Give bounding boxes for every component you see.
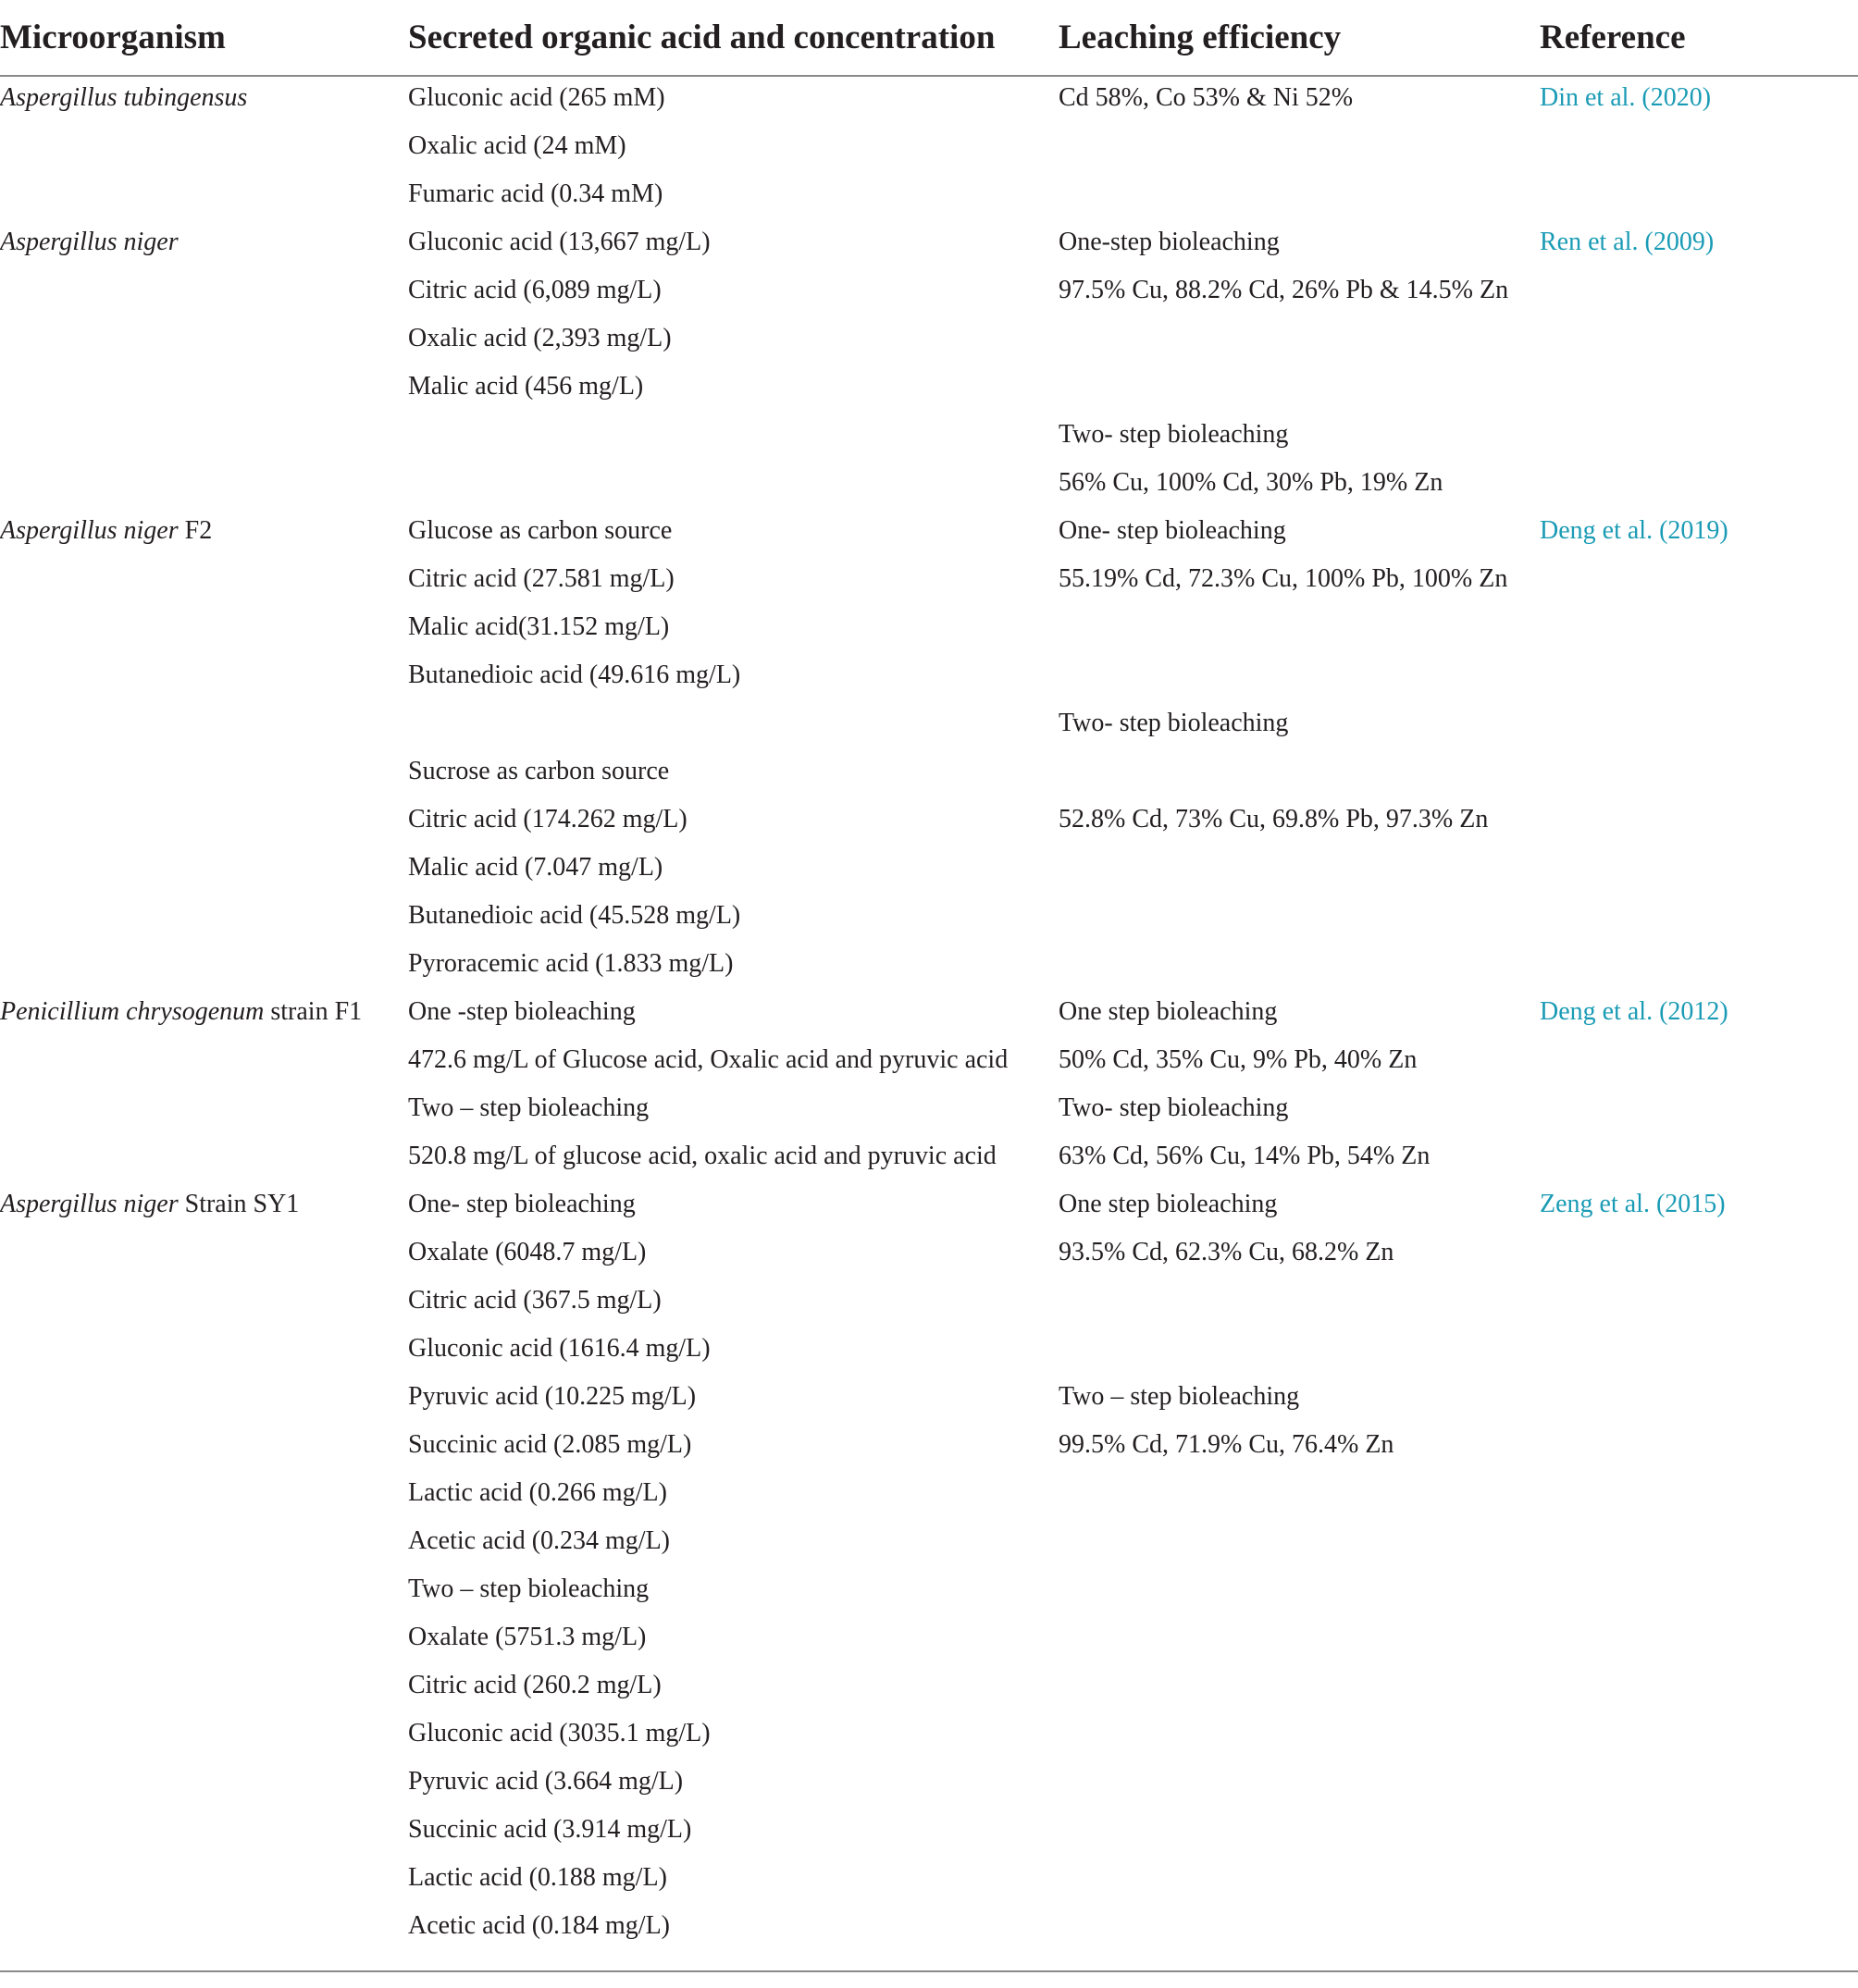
acid-line: Two – step bioleaching	[408, 1574, 650, 1603]
efficiency-line: 63% Cd, 56% Cu, 14% Pb, 54% Zn	[1059, 1142, 1431, 1170]
efficiency-line: Two- step bioleaching	[1059, 420, 1289, 449]
header-reference: Reference	[1540, 19, 1686, 56]
organism-name: Aspergillus niger	[0, 516, 179, 545]
efficiency-line: One-step bioleaching	[1059, 228, 1280, 256]
efficiency-line: Cd 58%, Co 53% & Ni 52%	[1059, 83, 1354, 112]
acid-line: Succinic acid (2.085 mg/L)	[408, 1430, 692, 1459]
organism-name: Penicillium chrysogenum	[0, 997, 265, 1026]
reference-link[interactable]: Din et al. (2020)	[1540, 83, 1712, 112]
acid-line: One- step bioleaching	[408, 1190, 636, 1218]
acid-line: Oxalate (5751.3 mg/L)	[408, 1623, 647, 1651]
acid-line: Acetic acid (0.184 mg/L)	[408, 1911, 671, 1940]
acid-line: Sucrose as carbon source	[408, 757, 670, 785]
efficiency-line: 93.5% Cd, 62.3% Cu, 68.2% Zn	[1059, 1238, 1394, 1266]
efficiency-line: Two- step bioleaching	[1059, 709, 1289, 737]
organism-suffix: F2	[178, 516, 213, 545]
organism-suffix: Strain SY1	[178, 1190, 300, 1218]
efficiency-line: 50% Cd, 35% Cu, 9% Pb, 40% Zn	[1059, 1045, 1418, 1074]
efficiency-line: Two- step bioleaching	[1059, 1093, 1289, 1122]
table-header	[0, 0, 1858, 76]
acid-line: Citric acid (367.5 mg/L)	[408, 1286, 662, 1315]
organism-cell	[0, 514, 212, 548]
acid-line: 472.6 mg/L of Glucose acid, Oxalic acid and pyruvic acid	[408, 1045, 1009, 1074]
acid-line: Pyroracemic acid (1.833 mg/L)	[408, 949, 734, 978]
acid-line: Butanedioic acid (45.528 mg/L)	[408, 901, 741, 930]
acid-line: Gluconic acid (3035.1 mg/L)	[408, 1719, 711, 1747]
acid-line: Two – step bioleaching	[408, 1093, 650, 1122]
acid-line: Citric acid (6,089 mg/L)	[408, 276, 662, 304]
organism-cell	[0, 226, 179, 259]
organism-suffix: strain F1	[264, 997, 363, 1026]
acid-line: Oxalic acid (2,393 mg/L)	[408, 324, 672, 352]
reference-link[interactable]: Deng et al. (2012)	[1540, 997, 1728, 1026]
acid-line: Malic acid (7.047 mg/L)	[408, 853, 663, 882]
acid-line: Malic acid (456 mg/L)	[408, 372, 644, 401]
efficiency-line: One step bioleaching	[1059, 1190, 1278, 1218]
efficiency-line: 52.8% Cd, 73% Cu, 69.8% Pb, 97.3% Zn	[1059, 805, 1489, 833]
header-efficiency: Leaching efficiency	[1059, 19, 1342, 56]
reference-link[interactable]: Deng et al. (2019)	[1540, 516, 1728, 545]
acid-line: Lactic acid (0.266 mg/L)	[408, 1478, 667, 1507]
organism-cell	[0, 1188, 299, 1221]
efficiency-line: 97.5% Cu, 88.2% Cd, 26% Pb & 14.5% Zn	[1059, 276, 1509, 304]
acid-line: 520.8 mg/L of glucose acid, oxalic acid and pyruvic acid	[408, 1142, 997, 1170]
header-acid: Secreted organic acid and concentration	[408, 19, 996, 56]
organism-name: Aspergillus niger	[0, 1190, 179, 1218]
acid-line: Butanedioic acid (49.616 mg/L)	[408, 661, 741, 689]
acid-line: One -step bioleaching	[408, 997, 636, 1026]
acid-line: Glucose as carbon source	[408, 516, 673, 545]
header-rule	[0, 75, 1858, 77]
efficiency-line: 99.5% Cd, 71.9% Cu, 76.4% Zn	[1059, 1430, 1394, 1459]
acid-line: Lactic acid (0.188 mg/L)	[408, 1863, 667, 1892]
efficiency-line: One- step bioleaching	[1059, 516, 1286, 545]
organism-cell	[0, 81, 247, 115]
organism-name: Aspergillus tubingensus	[0, 83, 248, 112]
acid-line: Pyruvic acid (10.225 mg/L)	[408, 1382, 697, 1411]
reference-link[interactable]: Zeng et al. (2015)	[1540, 1190, 1726, 1218]
reference-link[interactable]: Ren et al. (2009)	[1540, 228, 1715, 256]
acid-line: Succinic acid (3.914 mg/L)	[408, 1815, 692, 1844]
acid-line: Fumaric acid (0.34 mM)	[408, 179, 663, 208]
acid-line: Citric acid (27.581 mg/L)	[408, 564, 675, 593]
acid-line: Gluconic acid (13,667 mg/L)	[408, 228, 711, 256]
acid-line: Gluconic acid (1616.4 mg/L)	[408, 1334, 711, 1363]
organism-cell	[0, 995, 362, 1029]
acid-line: Citric acid (174.262 mg/L)	[408, 805, 687, 833]
acid-line: Gluconic acid (265 mM)	[408, 83, 665, 112]
acid-line: Oxalate (6048.7 mg/L)	[408, 1238, 647, 1266]
acid-line: Acetic acid (0.234 mg/L)	[408, 1526, 671, 1555]
efficiency-line: Two – step bioleaching	[1059, 1382, 1300, 1411]
acid-line: Oxalic acid (24 mM)	[408, 131, 626, 160]
acid-line: Citric acid (260.2 mg/L)	[408, 1671, 662, 1699]
efficiency-line: One step bioleaching	[1059, 997, 1278, 1026]
efficiency-line: 56% Cu, 100% Cd, 30% Pb, 19% Zn	[1059, 468, 1443, 497]
table-bottom-rule	[0, 1970, 1858, 1972]
organism-name: Aspergillus niger	[0, 228, 179, 256]
header-microorganism: Microorganism	[0, 19, 226, 56]
efficiency-line: 55.19% Cd, 72.3% Cu, 100% Pb, 100% Zn	[1059, 564, 1508, 593]
acid-line: Pyruvic acid (3.664 mg/L)	[408, 1767, 684, 1796]
acid-line: Malic acid(31.152 mg/L)	[408, 612, 670, 641]
